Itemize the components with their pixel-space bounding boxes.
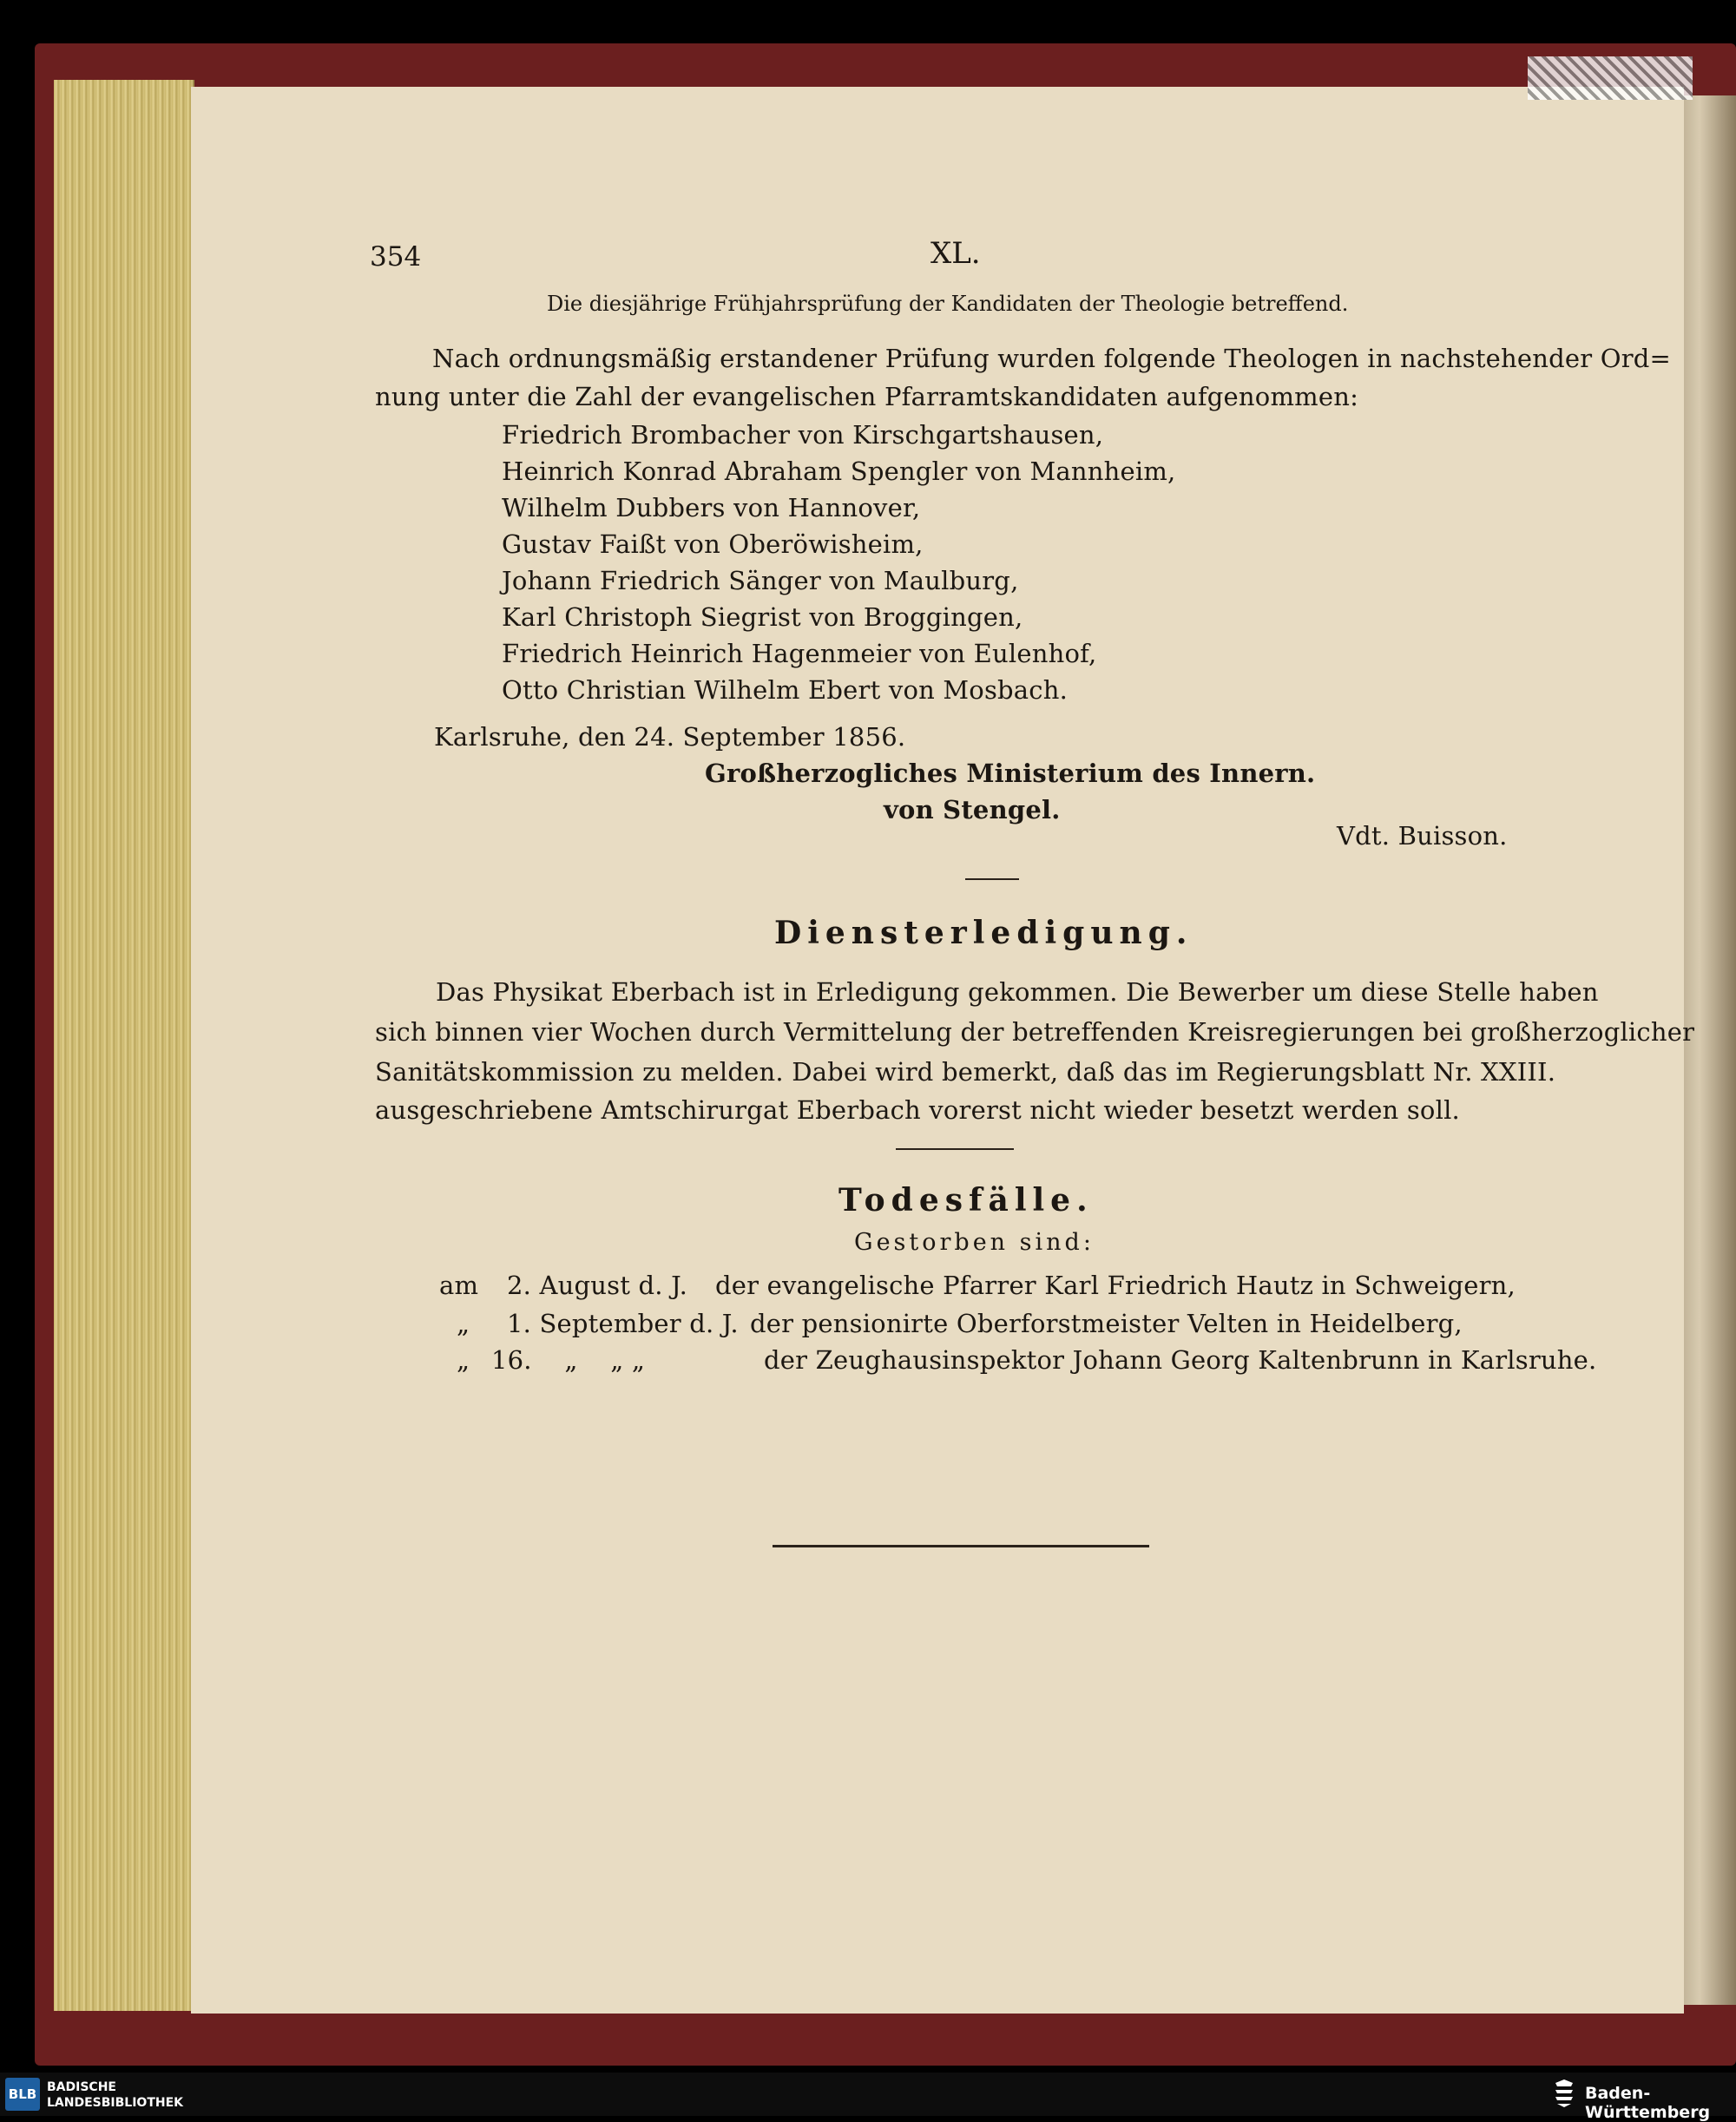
death-prefix: „: [457, 1309, 470, 1338]
candidate-entry: Gustav Faißt von Oberöwisheim,: [502, 529, 924, 559]
document-page: [191, 87, 1684, 2014]
state-name[interactable]: Baden-Württemberg: [1585, 2084, 1711, 2122]
death-date: 2. August d. J.: [507, 1271, 688, 1300]
candidate-entry: Karl Christoph Siegrist von Broggingen,: [502, 602, 1023, 632]
color-calibration-strip: [1528, 56, 1693, 100]
death-prefix: „: [457, 1345, 470, 1375]
section-divider: [965, 878, 1019, 880]
page-edges: [54, 80, 194, 2011]
candidate-entry: Otto Christian Wilhelm Ebert von Mosbach.: [502, 675, 1069, 705]
candidate-entry: Johann Friedrich Sänger von Maulburg,: [502, 566, 1019, 595]
death-entry: der Zeughausinspektor Johann Georg Kaltenbrunn in Karlsruhe.: [764, 1345, 1597, 1375]
candidate-entry: Heinrich Konrad Abraham Spengler von Mannheim,: [502, 457, 1176, 486]
vacancy-heading: Diensterledigung.: [774, 915, 1194, 951]
library-name-line1: BADISCHE: [47, 2080, 116, 2094]
deaths-subheading: Gestorben sind:: [854, 1229, 1095, 1256]
death-date: 1. September d. J.: [507, 1309, 739, 1338]
section-divider: [896, 1148, 1014, 1150]
vacancy-line: Sanitätskommission zu melden. Dabei wird bemerkt, daß das im Regierungsblatt Nr. XXIII.: [375, 1057, 1556, 1087]
library-logo[interactable]: BLB: [5, 2078, 40, 2111]
intro-line: nung unter die Zahl der evangelischen Pfarramtskandidaten aufgenommen:: [375, 382, 1359, 411]
signature: von Stengel.: [884, 795, 1061, 824]
page-number: 354: [370, 241, 422, 273]
death-prefix: am: [439, 1271, 479, 1300]
countersignature: Vdt. Buisson.: [1337, 821, 1508, 851]
death-entry: der pensionirte Oberforstmeister Velten in Heidelberg,: [750, 1309, 1463, 1338]
facing-page-edge: [1675, 95, 1736, 2005]
issuing-authority: Großherzogliches Ministerium des Innern.: [705, 759, 1316, 788]
candidate-entry: Friedrich Heinrich Hagenmeier von Eulenhof,: [502, 639, 1097, 668]
state-crest-icon: [1552, 2078, 1576, 2109]
candidate-entry: Wilhelm Dubbers von Hannover,: [502, 493, 921, 522]
footer-bar: [0, 2073, 1736, 2116]
death-date: 16. „ „ „: [491, 1345, 646, 1375]
subject-line: Die diesjährige Frühjahrsprüfung der Kandidaten der Theologie betreffend.: [547, 292, 1349, 316]
vacancy-line: sich binnen vier Wochen durch Vermittelung der betreffenden Kreisregierungen bei großherzoglicher: [375, 1017, 1695, 1047]
closing-rule: [773, 1545, 1149, 1547]
dateline: Karlsruhe, den 24. September 1856.: [434, 722, 906, 752]
library-name-line2: LANDESBIBLIOTHEK: [47, 2096, 184, 2110]
vacancy-line: Das Physikat Eberbach ist in Erledigung gekommen. Die Bewerber um diese Stelle haben: [436, 977, 1599, 1007]
death-entry: der evangelische Pfarrer Karl Friedrich Hautz in Schweigern,: [715, 1271, 1516, 1300]
vacancy-line: ausgeschriebene Amtschirurgat Eberbach vorerst nicht wieder besetzt werden soll.: [375, 1095, 1460, 1125]
intro-line: Nach ordnungsmäßig erstandener Prüfung wurden folgende Theologen in nachstehender Ord=: [432, 344, 1672, 373]
deaths-heading: Todesfälle.: [838, 1182, 1094, 1219]
section-number: XL.: [930, 236, 981, 271]
candidate-entry: Friedrich Brombacher von Kirschgartshausen,: [502, 420, 1104, 450]
